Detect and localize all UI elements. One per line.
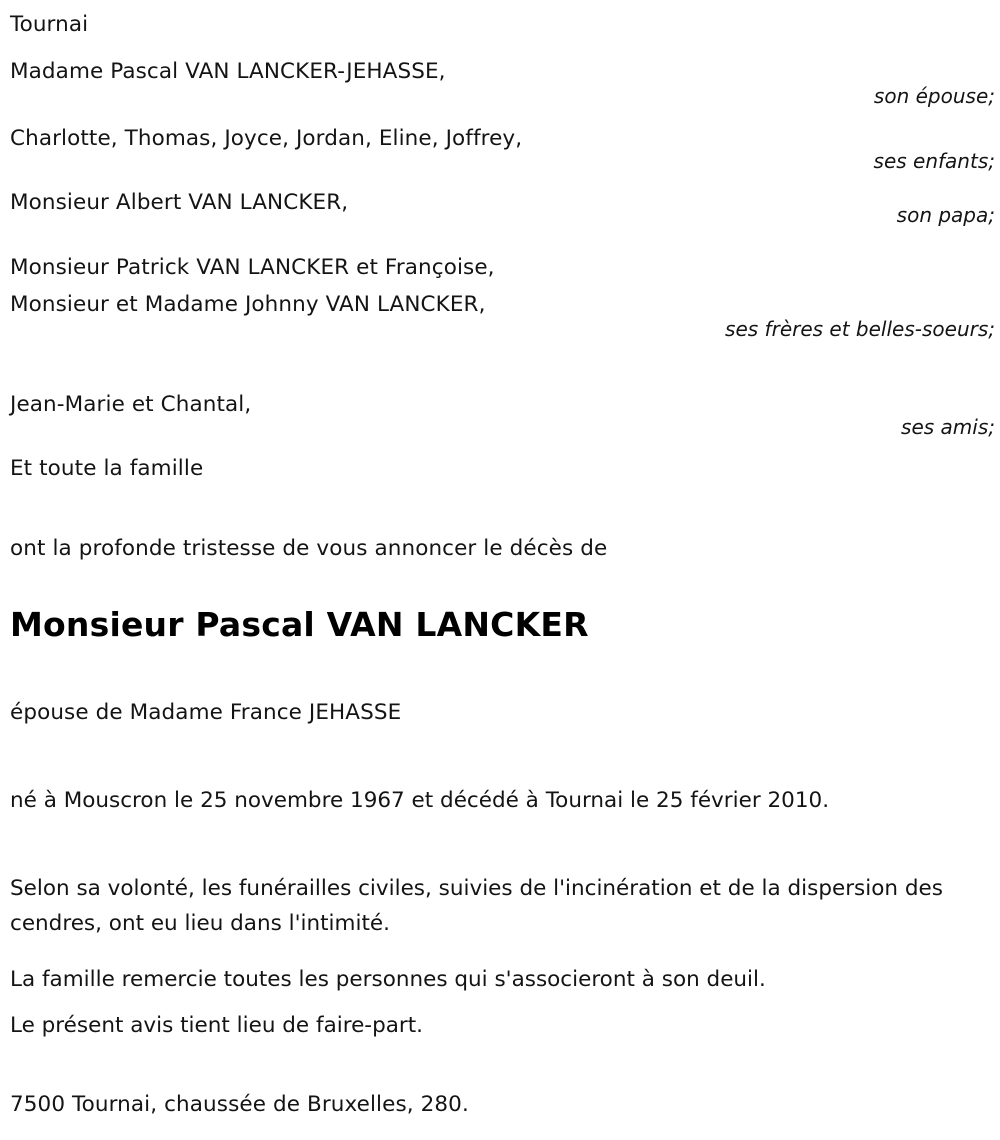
family-entry-name: Et toute la famille: [10, 456, 204, 481]
family-entry-name: Monsieur Albert VAN LANCKER,: [10, 190, 349, 215]
family-entry-relation: son papa;: [896, 203, 995, 227]
family-entry-name: Monsieur et Madame Johnny VAN LANCKER,: [10, 292, 486, 317]
thanks-paragraph: La famille remercie toutes les personnes qui s'associeront à son deuil.: [10, 967, 766, 992]
deceased-name-heading: Monsieur Pascal VAN LANCKER: [10, 605, 589, 644]
family-entry-name: Charlotte, Thomas, Joyce, Jordan, Eline, Joffrey,: [10, 126, 523, 151]
family-entry-name: Jean-Marie et Chantal,: [10, 392, 252, 417]
family-entry-name: Madame Pascal VAN LANCKER-JEHASSE,: [10, 59, 446, 84]
funeral-paragraph: Selon sa volonté, les funérailles civiles, suivies de l'incinération et de la dispersion des cendres, ont eu lieu dans l'intimité.: [10, 876, 943, 936]
family-entry-relation: ses enfants;: [873, 149, 995, 173]
spouse-of-line: épouse de Madame France JEHASSE: [10, 700, 402, 725]
family-entry-relation: ses amis;: [901, 415, 995, 439]
family-entry-relation: son épouse;: [873, 84, 995, 108]
notice-paragraph: Le présent avis tient lieu de faire-part.: [10, 1013, 423, 1038]
announcement-intro: ont la profonde tristesse de vous annoncer le décès de: [10, 536, 608, 561]
family-entry-name: Monsieur Patrick VAN LANCKER et Françoise,: [10, 255, 495, 280]
family-entry-relation: ses frères et belles-soeurs;: [725, 317, 995, 341]
address-line: 7500 Tournai, chaussée de Bruxelles, 280.: [10, 1092, 469, 1117]
birth-death-paragraph: né à Mouscron le 25 novembre 1967 et décédé à Tournai le 25 février 2010.: [10, 788, 830, 813]
city-header: Tournai: [10, 12, 89, 37]
